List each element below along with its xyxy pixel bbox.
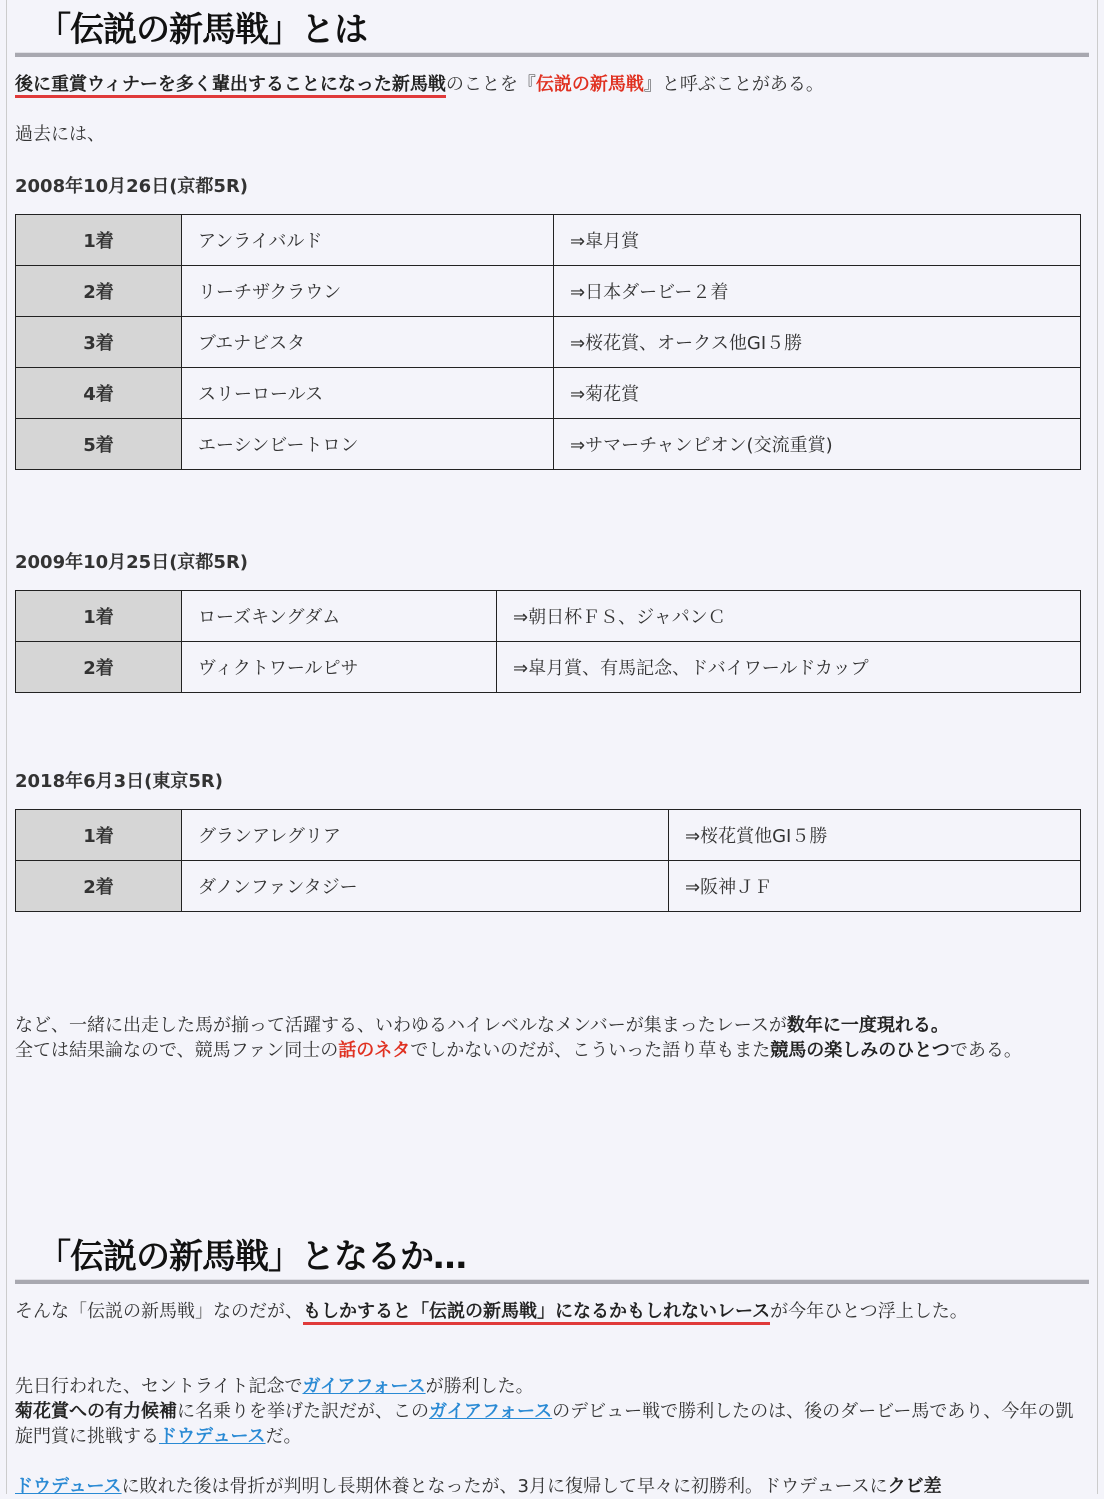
text: に敗れた後は骨折が判明し長期休養となったが、3月に復帰して早々に初勝利。ドウデュースに — [121, 1476, 888, 1497]
bold-text: 菊花賞への有力候補 — [15, 1401, 177, 1422]
rank-cell: 1着 — [16, 591, 182, 642]
result-cell: ⇒阪神ＪＦ — [669, 861, 1081, 912]
rank-cell: 4着 — [16, 368, 182, 419]
rank-cell: 5着 — [16, 419, 182, 470]
result-cell: ⇒サマーチャンピオン(交流重賞) — [554, 419, 1081, 470]
horse-cell: エーシンビートロン — [182, 419, 554, 470]
underlined-text: 後に重賞ウィナーを多く輩出することになった新馬戦 — [15, 74, 446, 98]
results-table — [15, 214, 1081, 470]
results-table — [15, 809, 1081, 912]
result-cell: ⇒日本ダービー２着 — [554, 266, 1081, 317]
horse-cell: グランアレグリア — [182, 810, 669, 861]
paragraph — [15, 1374, 1089, 1449]
past-text: 過去には、 — [15, 124, 105, 145]
text: である。 — [949, 1040, 1022, 1061]
paragraph — [15, 1299, 1089, 1324]
text: でしかないのだが、こういった語り草もまた — [410, 1040, 771, 1061]
section-heading: 「伝説の新馬戦」とは — [37, 10, 367, 50]
summary-paragraph — [15, 1013, 1089, 1063]
result-cell: ⇒菊花賞 — [554, 368, 1081, 419]
rank-cell: 1着 — [16, 215, 182, 266]
race-date: 2018年6月3日(東京5R) — [15, 771, 223, 792]
text: 全ては結果論なので、競馬ファン同士の — [15, 1040, 339, 1061]
article — [6, 0, 1098, 1497]
table-row — [16, 642, 1081, 693]
horse-link[interactable]: ドウデュース — [159, 1426, 266, 1447]
text: に名乗りを挙げた訳だが、この — [177, 1401, 429, 1422]
table-row — [16, 266, 1081, 317]
text: など、一緒に出走した馬が揃って活躍する、いわゆるハイレベルなメンバーが集まったレースが — [15, 1015, 787, 1036]
text: のことを『 — [445, 74, 536, 95]
horse-link[interactable]: ガイアフォース — [429, 1401, 553, 1422]
text: そんな「伝説の新馬戦」なのだが、 — [15, 1301, 303, 1322]
text: が勝利した。 — [425, 1376, 534, 1397]
result-cell: ⇒朝日杯ＦＳ、ジャパンＣ — [497, 591, 1081, 642]
result-cell: ⇒桜花賞、オークス他GⅠ５勝 — [554, 317, 1081, 368]
horse-cell: ブエナビスタ — [182, 317, 554, 368]
text: だ。 — [265, 1426, 302, 1447]
highlight-text: 話のネタ — [338, 1040, 411, 1061]
table-row — [16, 215, 1081, 266]
result-cell: ⇒皐月賞、有馬記念、ドバイワールドカップ — [497, 642, 1081, 693]
intro-paragraph — [15, 72, 1089, 97]
horse-cell: ダノンファンタジー — [182, 861, 669, 912]
rank-cell: 2着 — [16, 642, 182, 693]
rank-cell: 2着 — [16, 266, 182, 317]
text: 先日行われた、セントライト記念で — [15, 1376, 303, 1397]
table-row — [16, 317, 1081, 368]
rank-cell: 2着 — [16, 861, 182, 912]
horse-cell: スリーロールス — [182, 368, 554, 419]
text: 』と呼ぶことがある。 — [643, 74, 824, 95]
text: が今年ひとつ浮上した。 — [770, 1301, 968, 1322]
race-date: 2009年10月25日(京都5R) — [15, 552, 249, 573]
heading-rule — [15, 1279, 1089, 1284]
underlined-text: もしかすると「伝説の新馬戦」になるかもしれないレース — [303, 1301, 770, 1325]
bold-text: クビ差 — [887, 1476, 942, 1497]
horse-link[interactable]: ドウデュース — [15, 1476, 122, 1497]
table-row — [16, 591, 1081, 642]
rank-cell: 3着 — [16, 317, 182, 368]
bold-text: 競馬の楽しみのひとつ — [770, 1040, 950, 1061]
bold-text: 数年に一度現れる。 — [786, 1015, 949, 1036]
result-cell: ⇒皐月賞 — [554, 215, 1081, 266]
table-row — [16, 810, 1081, 861]
text: のデビュー戦で勝利したのは、後のダービー馬であり、今年の凱旋門賞に挑戦する — [15, 1401, 1074, 1447]
table-row — [16, 861, 1081, 912]
highlight-text: 伝説の新馬戦 — [535, 74, 644, 95]
heading-rule — [15, 52, 1089, 57]
horse-link[interactable]: ガイアフォース — [302, 1376, 426, 1397]
paragraph — [15, 1474, 1089, 1499]
rank-cell: 1着 — [16, 810, 182, 861]
result-cell: ⇒桜花賞他GⅠ５勝 — [669, 810, 1081, 861]
horse-cell: アンライバルド — [182, 215, 554, 266]
race-date: 2008年10月26日(京都5R) — [15, 176, 249, 197]
table-row — [16, 419, 1081, 470]
horse-cell: リーチザクラウン — [182, 266, 554, 317]
section-heading: 「伝説の新馬戦」となるか… — [37, 1237, 466, 1277]
table-row — [16, 368, 1081, 419]
results-table — [15, 590, 1081, 693]
horse-cell: ローズキングダム — [182, 591, 497, 642]
horse-cell: ヴィクトワールピサ — [182, 642, 497, 693]
